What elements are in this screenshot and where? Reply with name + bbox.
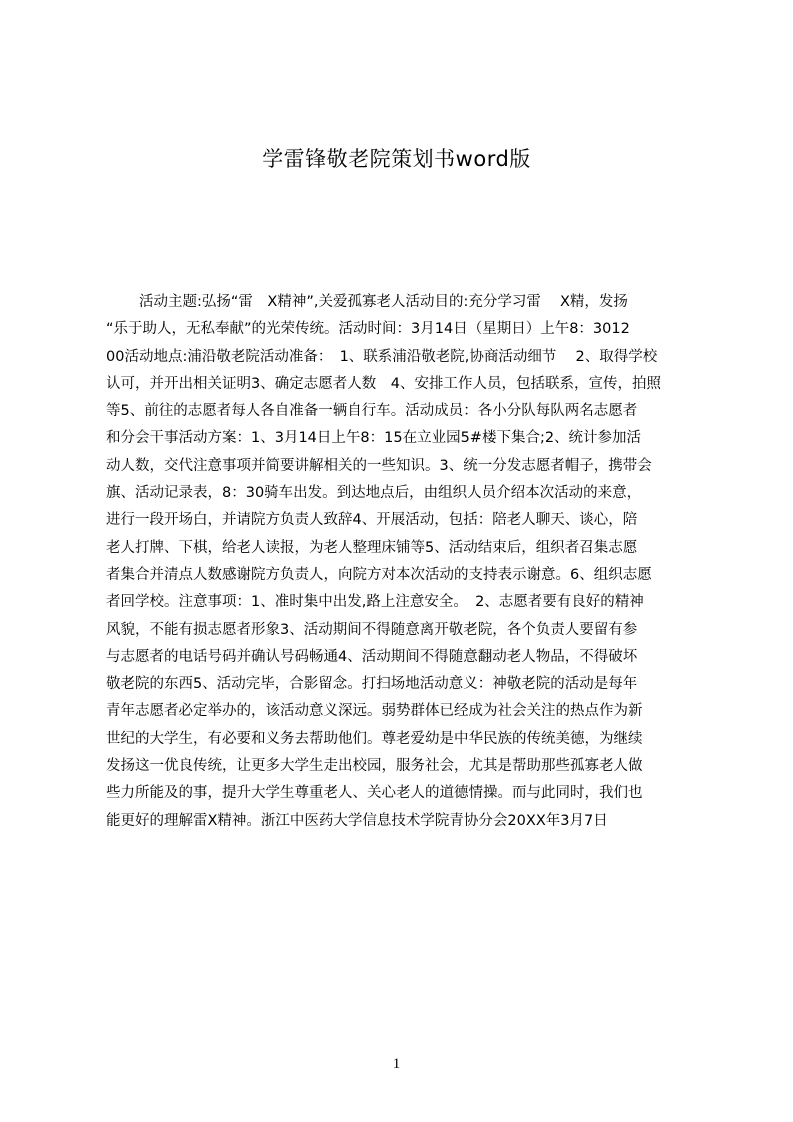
body-line: 能更好的理解雷X精神。浙江中医药大学信息技术学院青协分会20XX年3月7日	[106, 812, 608, 829]
body-line: 动人数，交代注意事项并简要讲解相关的一些知识。3、统一分发志愿者帽子，携带会	[106, 457, 652, 474]
body-line: 老人打牌、下棋，给老人读报，为老人整理床铺等5、活动结束后，组织者召集志愿	[106, 539, 638, 556]
document-body	[106, 289, 697, 829]
body-line: 风貌，不能有损志愿者形象3、活动期间不得随意离开敬老院，各个负责人要留有参	[106, 621, 638, 638]
body-line: 旗、活动记录表，8：30骑车出发。到达地点后，由组织人员介绍本次活动的来意，	[106, 485, 642, 502]
body-line: 等5、前往的志愿者每人各自准备一辆自行车。活动成员：各小分队每队两名志愿者	[106, 403, 638, 420]
body-line: 活动主题:弘扬“雷 X精神”,关爱孤寡老人活动目的:充分学习雷 X精，发扬	[139, 294, 628, 310]
page-number: 1	[392, 1056, 401, 1072]
body-line: 些力所能及的事，提升大学生尊重老人、关心老人的道德情操。而与此同时，我们也	[106, 785, 643, 802]
document-title: 学雷锋敬老院策划书word版	[262, 147, 531, 171]
body-line: 世纪的大学生，有必要和义务去帮助他们。尊老爱幼是中华民族的传统美德，为继续	[106, 730, 643, 747]
body-line: 发扬这一优良传统，让更多大学生走出校园，服务社会，尤其是帮助那些孤寡老人做	[106, 758, 643, 775]
body-line: “乐于助人，无私奉献”的光荣传统。活动时间：3月14日（星期日）上午8：3012	[106, 321, 630, 338]
body-line: 00活动地点:浦沿敬老院活动准备： 1、联系浦沿敬老院,协商活动细节 2、取得学校	[106, 348, 658, 365]
body-line: 与志愿者的电话号码并确认号码畅通4、活动期间不得随意翻动老人物品，不得破坏	[106, 648, 638, 665]
body-line: 和分会干事活动方案：1、3月14日上午8：15在立业园5#楼下集合;2、统计参加活	[106, 430, 642, 447]
body-line: 者集合并清点人数感谢院方负责人，向院方对本次活动的支持表示谢意。6、组织志愿	[106, 566, 652, 583]
body-line: 进行一段开场白，并请院方负责人致辞4、开展活动，包括：陪老人聊天、谈心，陪	[106, 512, 638, 529]
body-line: 敬老院的东西5、活动完毕，合影留念。打扫场地活动意义：神敬老院的活动是每年	[106, 676, 638, 693]
body-line: 认可，并开出相关证明3、确定志愿者人数 4、安排工作人员，包括联系，宣传，拍照	[106, 375, 661, 392]
body-line: 青年志愿者必定举办的，该活动意义深远。弱势群体已经成为社会关注的热点作为新	[106, 703, 643, 720]
body-line: 者回学校。注意事项：1、准时集中出发,路上注意安全。 2、志愿者要有良好的精神	[106, 594, 644, 611]
